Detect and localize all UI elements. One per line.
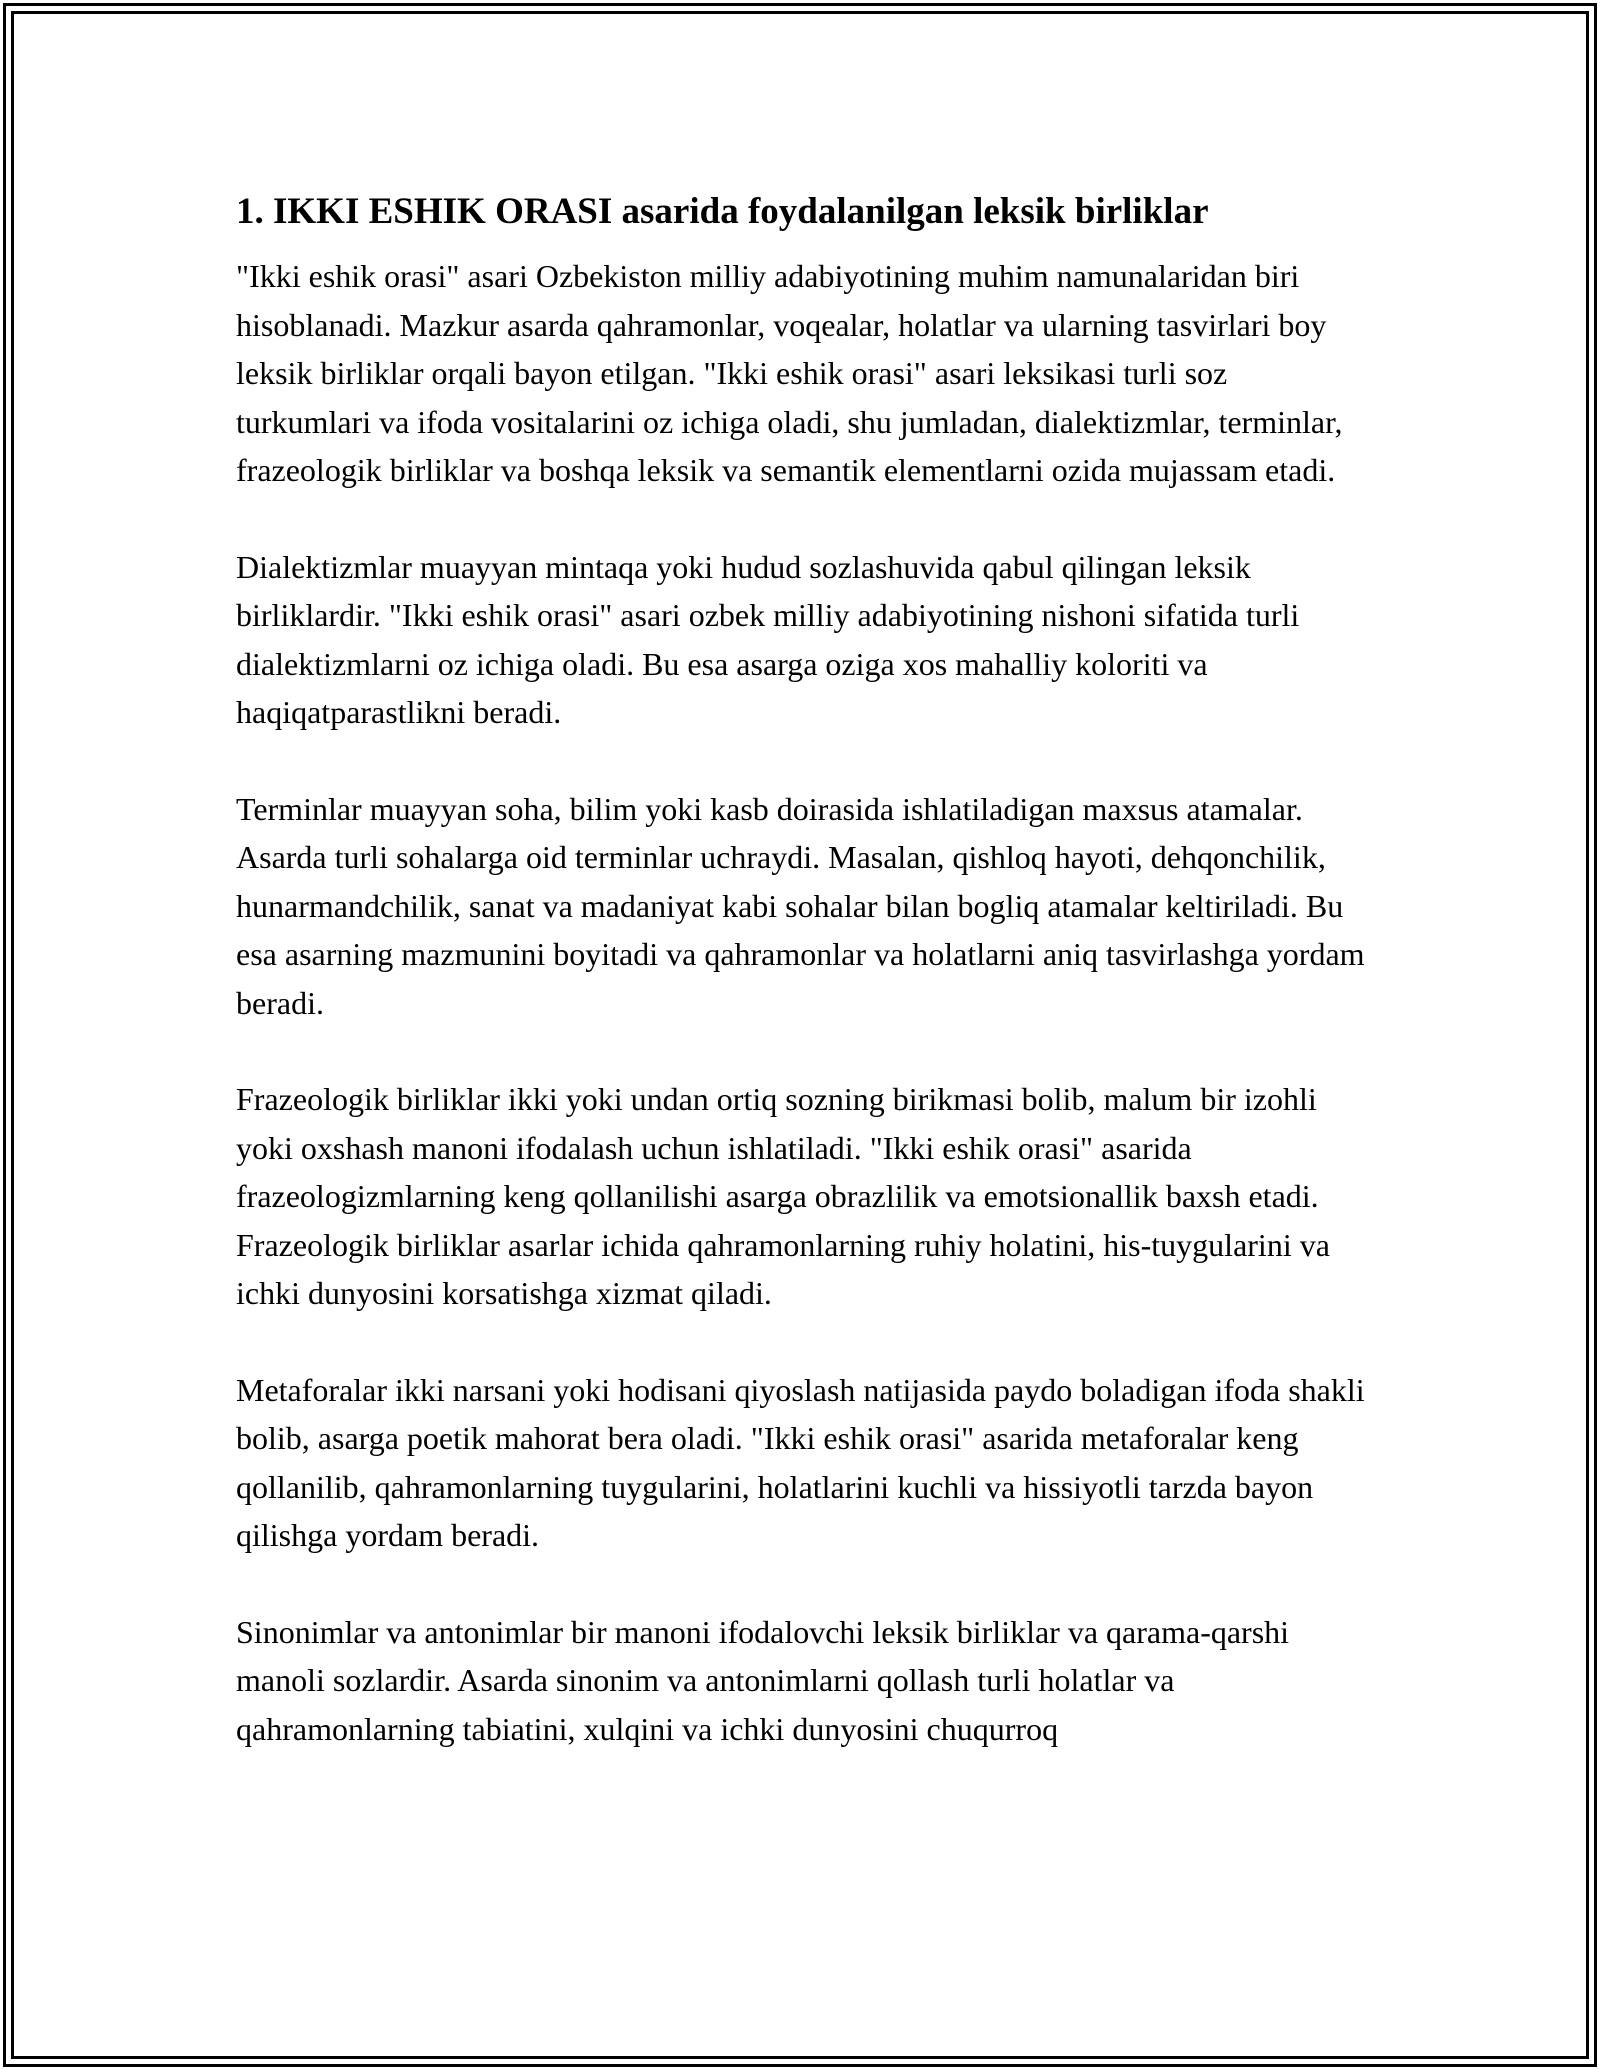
paragraph-terminlar: Terminlar muayyan soha, bilim yoki kasb doirasida ishlatiladigan maxsus atamalar. Asarda turli sohalarga oid terminlar uchraydi. Masalan, qishloq hayoti, dehqonchilik, hunarmandchilik, sanat va madaniyat kabi sohalar bilan bogliq atamalar keltiriladi. Bu esa asarning mazmunini boyitadi va qahramonlar va holatlarni aniq tasvirlashga yordam beradi. [236,790,1365,1021]
paragraph-metaforalar: Metaforalar ikki narsani yoki hodisani qiyoslash natijasida paydo boladigan ifoda shakli bolib, asarga poetik mahorat bera oladi. "Ikki eshik orasi" asarida metaforalar keng qollanilib, qahramonlarning tuygularini, holatlarini kuchli va hissiyotli tarzda bayon qilishga yordam beradi. [236,1371,1365,1553]
paragraph-sinonimlar-antonimlar: Sinonimlar va antonimlar bir manoni ifodalovchi leksik birliklar va qarama-qarshi manoli sozlardir. Asarda sinonim va antonimlarni qollash turli holatlar va qahramonlarning tabiatini, xulqini va ichki dunyosini chuqurroq [236,1613,1290,1747]
paragraph-frazeologik-birliklar: Frazeologik birliklar ikki yoki undan ortiq sozning birikmasi bolib, malum bir izohli yoki oxshash manoni ifodalash uchun ishlatiladi. "Ikki eshik orasi" asarida frazeologizmlarning keng qollanilishi asarga obrazlilik va emotsionallik baxsh etadi. Frazeologik birliklar asarlar ichida qahramonlarning ruhiy holatini, his-tuygularini va ichki dunyosini korsatishga xizmat qiladi. [236,1081,1330,1311]
paragraph-intro: "Ikki eshik orasi" asari Ozbekiston milliy adabiyotining muhim namunalaridan biri hisoblanadi. Mazkur asarda qahramonlar, voqealar, holatlar va ularning tasvirlari boy leksik birliklar orqali bayon etilgan. "Ikki eshik orasi" asari leksikasi turli soz turkumlari va ifoda vositalarini oz ichiga oladi, shu jumladan, dialektizmlar, terminlar, frazeologik birliklar va boshqa leksik va semantik elementlarni ozida mujassam etadi. [236,258,1343,488]
document-body [236,188,1368,1801]
section-heading: 1. IKKI ESHIK ORASI asarida foydalanilgan leksik birliklar [236,191,1209,232]
paragraph-dialektizmlar: Dialektizmlar muayyan mintaqa yoki hudud sozlashuvida qabul qilingan leksik birliklardir. "Ikki eshik orasi" asari ozbek milliy adabiyotining nishoni sifatida turli dialektizmlarni oz ichiga oladi. Bu esa asarga oziga xos mahalliy koloriti va haqiqatparastlikni beradi. [236,548,1300,730]
